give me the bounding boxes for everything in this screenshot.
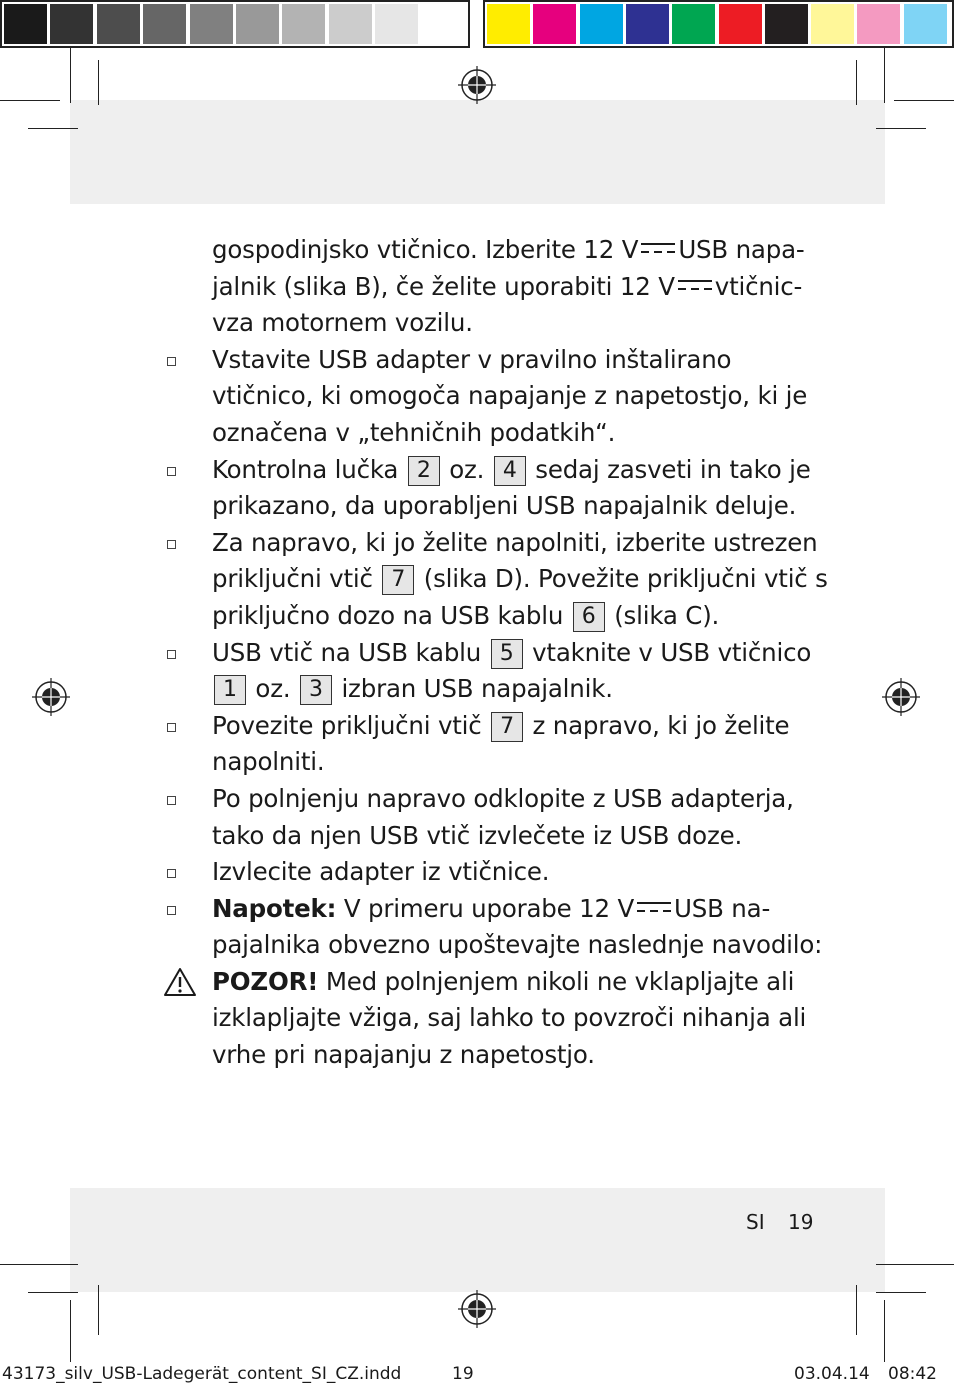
registration-mark-icon [458,66,496,104]
text-line: jalnik (slika B), če želite uporabiti 12 V vtičnic- [212,271,803,301]
crop-mark [70,1300,71,1362]
list-item: Povezite priključni vtič 7 z napravo, ki jo želite [163,708,803,745]
list-item: Napotek: V primeru uporabe 12 V USB na- [163,891,803,928]
part-reference: 4 [494,456,526,486]
process-color-swatch [533,4,576,44]
bullet-square-icon [167,467,176,476]
crop-mark [894,100,954,101]
bullet-square-icon [167,796,176,805]
footer-date: 03.04.14 [794,1364,870,1384]
process-color-swatch [765,4,808,44]
text-line: pajalnika obvezno upoštevajte naslednje navodilo: [212,930,823,960]
part-reference: 3 [300,675,332,705]
footer-band [70,1188,885,1292]
part-reference: 1 [214,675,246,705]
page-language: SI [746,1210,765,1234]
bullet-square-icon [167,723,176,732]
crop-mark [884,1300,885,1362]
list-item: USB vtič na USB kablu 5 vtaknite v USB vtičnico [163,635,803,672]
gray-swatch [143,4,186,44]
gray-swatch [375,4,418,44]
process-color-swatch [487,4,530,44]
text-line: gospodinjsko vtičnico. Izberite 12 V USB napa- [212,235,805,264]
bullet-square-icon [167,906,176,915]
gray-swatch [329,4,372,44]
dc-voltage-icon [678,278,712,292]
part-reference: 2 [408,456,440,486]
gray-swatch [422,4,465,44]
footer-time: 08:42 [888,1364,937,1384]
text-line: prikazano, da uporabljeni USB napajalnik deluje. [212,491,797,521]
registration-mark-icon [882,678,920,716]
list-item: Za napravo, ki jo želite napolniti, izberite ustrezen [163,525,803,562]
text-line: napolniti. [212,747,325,777]
warning-triangle-icon [163,967,197,997]
process-color-swatch [904,4,947,44]
warning-label: POZOR! [212,966,319,996]
text-line: vtičnico, ki omogoča napajanje z napetostjo, ki je [212,381,808,411]
crop-mark [98,60,99,105]
bullet-square-icon [167,869,176,878]
text-line: vza motornem vozilu. [212,308,473,338]
crop-mark [0,1264,78,1265]
process-color-swatch [719,4,762,44]
text-line: 1 oz. 3 izbran USB napajalnik. [163,671,803,708]
header-band [70,100,885,204]
gray-swatch [50,4,93,44]
registration-mark-icon [458,1290,496,1328]
text-line: tako da njen USB vtič izvlečete iz USB doze. [212,820,743,850]
part-reference: 7 [382,565,414,595]
registration-mark-icon [32,678,70,716]
warning-item: POZOR! Med polnjenjem nikoli ne vklapljajte ali [163,964,803,1001]
process-color-swatch [672,4,715,44]
process-color-swatch [857,4,900,44]
crop-mark [876,1292,926,1293]
process-color-swatch [580,4,623,44]
list-item: Vstavite USB adapter v pravilno inštalirano [163,342,803,379]
bullet-square-icon [167,650,176,659]
dc-voltage-icon [641,241,675,255]
crop-mark [876,1264,954,1265]
crop-mark [28,128,78,129]
crop-mark [856,1285,857,1335]
part-reference: 5 [491,639,523,669]
text-line: priključno dozo na USB kablu 6 (slika C). [212,600,720,630]
gray-swatch [97,4,140,44]
part-reference: 6 [573,602,605,632]
gray-swatch [4,4,47,44]
list-item: Kontrolna lučka 2 oz. 4 sedaj zasveti in tako je [163,452,803,489]
text-line: vrhe pri napajanju z napetostjo. [212,1040,595,1070]
gray-swatch [282,4,325,44]
text-line: označena v „tehničnih podatkih“. [212,417,616,447]
part-reference: 7 [491,712,523,742]
text-line: priključni vtič 7 (slika D). Povežite priključni vtič s [212,564,828,594]
footer-page: 19 [452,1364,474,1384]
bullet-square-icon [167,540,176,549]
gray-swatch [190,4,233,44]
text-line: izklapljajte vžiga, saj lahko to povzroči nihanja ali [212,1003,807,1033]
list-item: Po polnjenju napravo odklopite z USB adapterja, [163,781,803,818]
crop-mark [856,60,857,105]
crop-mark [70,48,71,103]
crop-mark [28,1292,78,1293]
list-item: Izvlecite adapter iz vtičnice. [163,854,803,891]
crop-mark [98,1285,99,1335]
crop-mark [884,48,885,103]
crop-mark [876,128,926,129]
page-number: 19 [788,1210,814,1234]
process-color-swatch [626,4,669,44]
bullet-square-icon [167,357,176,366]
gray-swatch [236,4,279,44]
dc-voltage-icon [637,900,671,914]
process-color-swatch [811,4,854,44]
crop-mark [0,100,60,101]
footer-filename: 43173_silv_USB-Ladegerät_content_SI_CZ.indd [2,1364,402,1384]
note-label: Napotek: [212,893,337,923]
instructions-text [163,232,828,1074]
